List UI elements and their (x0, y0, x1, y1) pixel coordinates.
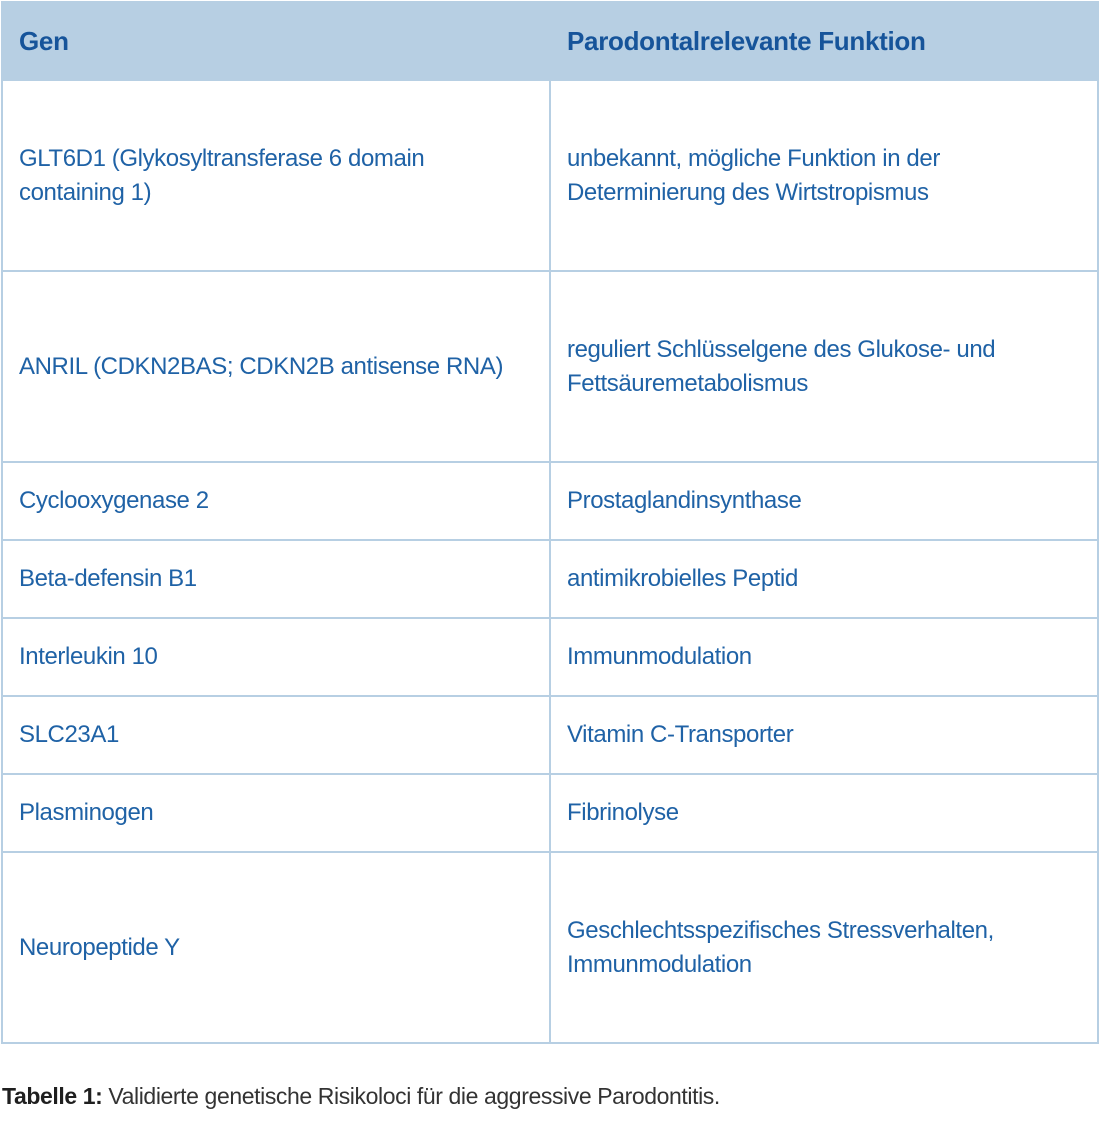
caption-label: Tabelle 1: (2, 1083, 103, 1109)
gene-cell: Plasminogen (2, 774, 550, 852)
gene-cell: Interleukin 10 (2, 618, 550, 696)
table-row (2, 852, 1098, 1043)
function-cell: Prostaglandinsynthase (550, 462, 1098, 540)
function-cell: unbekannt, mögliche Funktion in der Determinierung des Wirtstropismus (550, 80, 1098, 271)
table-row (2, 540, 1098, 618)
caption-text: Validierte genetische Risikoloci für die aggressive Parodontitis. (102, 1083, 720, 1109)
header-gen: Gen (2, 2, 550, 80)
gene-cell: SLC23A1 (2, 696, 550, 774)
gene-cell: ANRIL (CDKN2BAS; CDKN2B antisense RNA) (2, 271, 550, 462)
risk-loci-table-container (1, 1, 1097, 1044)
table-row (2, 462, 1098, 540)
function-cell: antimikrobielles Peptid (550, 540, 1098, 618)
table-row (2, 774, 1098, 852)
table-row (2, 696, 1098, 774)
table-row (2, 618, 1098, 696)
function-cell: Vitamin C-Transporter (550, 696, 1098, 774)
function-cell: Immunmodulation (550, 618, 1098, 696)
function-cell: Fibrinolyse (550, 774, 1098, 852)
table-caption (2, 1083, 720, 1110)
table-row (2, 80, 1098, 271)
function-cell: reguliert Schlüsselgene des Glukose- und Fettsäuremetabolismus (550, 271, 1098, 462)
risk-loci-table (1, 1, 1099, 1044)
gene-cell: Beta-defensin B1 (2, 540, 550, 618)
function-cell: Geschlechtsspezifisches Stressverhalten, Immunmodulation (550, 852, 1098, 1043)
header-funktion: Parodontalrelevante Funktion (550, 2, 1098, 80)
table-row (2, 271, 1098, 462)
gene-cell: Cyclooxygenase 2 (2, 462, 550, 540)
gene-cell: Neuropeptide Y (2, 852, 550, 1043)
gene-cell: GLT6D1 (Glykosyltransferase 6 domain containing 1) (2, 80, 550, 271)
table-header-row (2, 2, 1098, 80)
